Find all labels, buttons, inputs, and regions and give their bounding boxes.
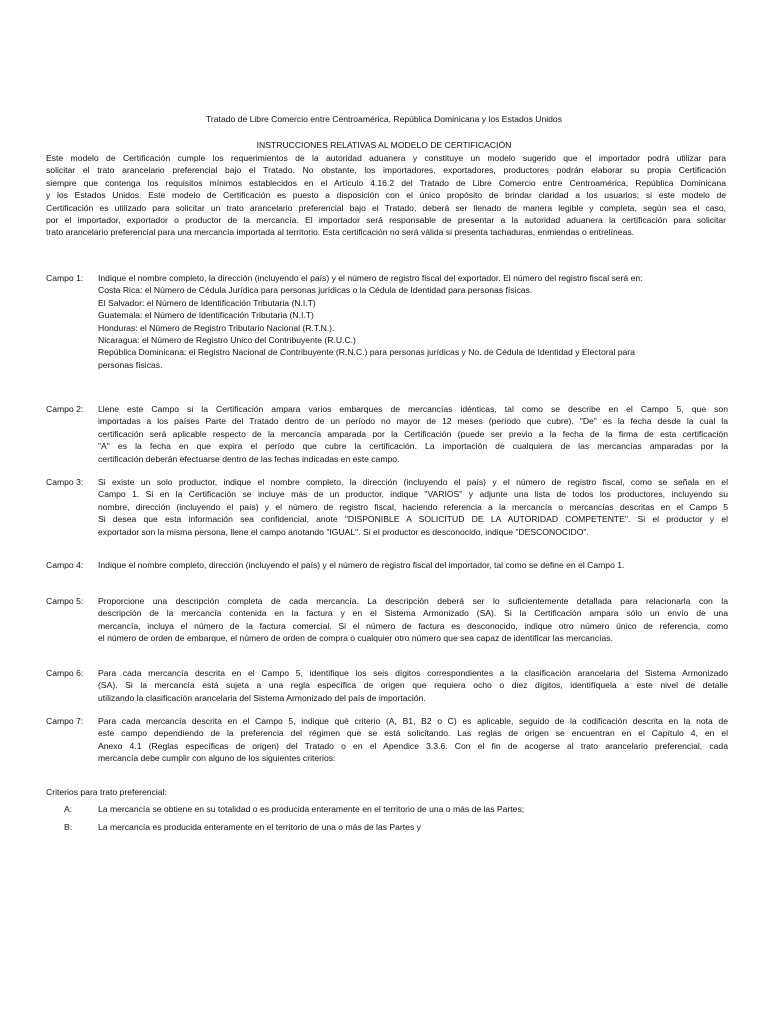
campo-line: exportador son la misma persona, llene el campo anotando "IGUAL". Si el productor es desconocido, indique "DESCONOCIDO".: [98, 526, 589, 537]
campo-label: Campo 2:: [46, 404, 84, 414]
campo-2-section: [46, 403, 728, 465]
campo-line: "A" es la fecha en que expira el período que cubre la certificación. La importación de cualquiera de las mercancías amparadas por la: [98, 441, 728, 452]
campo-5-section: [46, 595, 728, 645]
campo-text: [98, 595, 728, 645]
intro-line: trato arancelario preferencial para una mercancía importada al territorio. Esta certificación no será válida si presenta tachaduras, enmiendas o entrelíneas.: [46, 227, 635, 238]
campo-line: mercancía, incluya el número de la factura comercial. Si el número de factura es desconocido, indique otro número único de referencia, como: [98, 620, 728, 631]
intro-paragraph: [46, 152, 726, 239]
criteria-title: Criterios para trato preferencial:: [46, 787, 167, 797]
campo-line: Para cada mercancía descrita en el Campo 5, indique qué criterio (A, B1, B2 o C) es aplicable, seguido de la codificación descrita en la nota de: [98, 716, 728, 726]
campo-label: Campo 3:: [46, 477, 84, 487]
campo-line: Si existe un solo productor, indique el nombre completo, la dirección (incluyendo el país) y el número de registro fiscal, como se señala en el: [98, 477, 728, 487]
campo-line: certificación deberán efectuarse dentro de las fechas indicadas en este campo.: [98, 453, 400, 464]
intro-line: Certificación es utilizado para solicitar un trato arancelario preferencial bajo el Tratado, deberá ser llenado de manera legible y completa, según sea el caso,: [46, 202, 726, 213]
campo-line: el número de orden de embarque, el número de orden de compra o cualquier otro número que sea capaz de identificar las mercancías.: [98, 633, 613, 644]
intro-line: y los Estados Unidos. Este modelo de Certificación es puesto a disposición con el único propósito de brindar claridad a los usuarios; si este modelo de: [46, 190, 726, 201]
campo-label: Campo 7:: [46, 716, 84, 726]
campo-line: Costa Rica: el Número de Cédula Jurídica para personas jurídicas o la Cédula de Identidad para personas físicas.: [98, 285, 533, 296]
campo-4-section: [46, 559, 728, 571]
campo-text: [98, 403, 728, 465]
campo-line: utilizando la clasificación arancelaria del Sistema Armonizado del país de importación.: [98, 692, 426, 703]
campo-line: descripción de la mercancía contenida en la factura y en el Sistema Armonizado (SA). Si la Certificación ampara sólo un envío de una: [98, 608, 728, 619]
campo-line: Indique el nombre completo, la dirección (incluyendo el país) y el número de registro fiscal del exportador. El número del registro fiscal será en:: [98, 273, 643, 283]
campo-line: Nicaragua: el Número de Registro Unico del Contribuyente (R.U.C.): [98, 335, 356, 346]
campo-line: Campo 1. Si en la Certificación se incluye más de un productor, indique "VARIOS" y adjunte una lista de todos los productores, incluyendo su: [98, 489, 728, 500]
campo-line: Indique el nombre completo, dirección (incluyendo el país) y el número de registro fiscal del importador, tal como se define en el Campo 1.: [98, 560, 625, 570]
campo-6-section: [46, 667, 728, 704]
campo-text: [98, 667, 728, 704]
campo-line: este campo dependiendo de la preferencia del régimen que se está solicitando. Las reglas de origen se encuentran en el Capítulo 4, en el: [98, 728, 728, 739]
document-subtitle: INSTRUCCIONES RELATIVAS AL MODELO DE CERTIFICACIÓN: [256, 140, 512, 150]
campo-line: personas físicas.: [98, 359, 163, 370]
document-title: Tratado de Libre Comercio entre Centroamérica, República Dominicana y los Estados Unidos: [205, 114, 562, 124]
campo-label: Campo 4:: [46, 560, 84, 570]
campo-line: nombre, dirección (incluyendo el país) y el número de registro fiscal, haciendo referencia a la mercancía o mercancías descritas en el Campo 5: [98, 501, 728, 512]
campo-label: Campo 6:: [46, 668, 84, 678]
campo-3-section: [46, 476, 728, 538]
campo-line: Si desea que esta información sea confidencial, anote "DISPONIBLE A SOLICITUD DE LA AUTORIDAD COMPETENTE". Si el productor y el: [98, 514, 728, 525]
campo-line: Proporcione una descripción completa de cada mercancía. La descripción deberá ser lo suficientemente detallada para relacionarla con la: [98, 596, 728, 606]
campo-text: [98, 715, 728, 765]
criterion-text: La mercancía se obtiene en su totalidad o es producida enteramente en el territorio de una o más de las Partes;: [98, 804, 525, 814]
campo-line: Llene este Campo si la Certificación ampara varios embarques de mercancías idénticas, tal como se describe en el Campo 5, que son: [98, 404, 728, 414]
intro-line: siempre que contenga los requisitos mínimos establecidos en el Artículo 4.16.2 del Tratado de Libre Comercio entre Centroamérica, República Dominicana: [46, 177, 726, 188]
campo-line: Honduras: el Número de Registro Tributario Nacional (R.T.N.).: [98, 322, 335, 333]
criterion-a: [46, 803, 728, 815]
campo-label: Campo 5:: [46, 596, 84, 606]
campo-7-section: [46, 715, 728, 765]
campo-line: mercancía debe cumplir con alguno de los siguientes criterios:: [98, 753, 336, 764]
criterion-letter: B:: [64, 822, 73, 832]
criterion-letter: A:: [64, 804, 73, 814]
campo-line: Para cada mercancía descrita en el Campo 5, identifique los seis dígitos correspondientes a la clasificación arancelaria del Sistema Armonizado: [98, 668, 728, 678]
criterion-text: La mercancía es producida enteramente en el territorio de una o más de las Partes y: [98, 822, 421, 832]
campo-line: República Dominicana: el Registro Nacional de Contribuyente (R.N.C.) para personas jurídicas y No. de Cédula de Identidad y Electoral para: [98, 347, 635, 358]
intro-line: por el importador, exportador o productor de la mercancía. El importador será responsable de presentar a la autoridad aduanera la certificación para solicitar: [46, 215, 726, 226]
campo-line: (SA). Si la mercancía está sujeta a una regla específica de origen que requiera ocho o diez dígitos, identifíquela a este nivel de detalle: [98, 680, 728, 691]
intro-line: Este modelo de Certificación cumple los requerimientos de la autoridad aduanera y constituye un modelo sugerido que el importador podrá utilizar para: [46, 153, 726, 163]
criterion-b: [46, 821, 728, 833]
campo-line: Anexo 4.1 (Reglas específicas de origen) del Tratado o en el Apendice 3.3.6. Con el fin de acogerse al trato arancelario preferencial, cada: [98, 740, 728, 751]
intro-line: solicitar el trato arancelario preferencial bajo el Tratado. No obstante, los importadores, exportadores, productores podrán elaborar su propia Certificación: [46, 165, 726, 176]
campo-line: El Salvador: el Número de Identificación Tributaria (N.I.T): [98, 297, 316, 308]
campo-label: Campo 1:: [46, 273, 84, 283]
campo-text: [98, 476, 728, 538]
campo-line: certificación será aplicable respecto de la mercancía amparada por la Certificación (puede ser previo a la fecha de la firma de esta certificación: [98, 428, 728, 439]
campo-line: importadas a los países Parte del Tratado dentro de un período no mayor de 12 meses (período que cubre). "De" es la fecha desde la cual la: [98, 416, 728, 427]
campo-line: Guatemala: el Número de Identificación Tributaria (N.I.T): [98, 310, 314, 321]
campo-1-section: [46, 272, 728, 371]
